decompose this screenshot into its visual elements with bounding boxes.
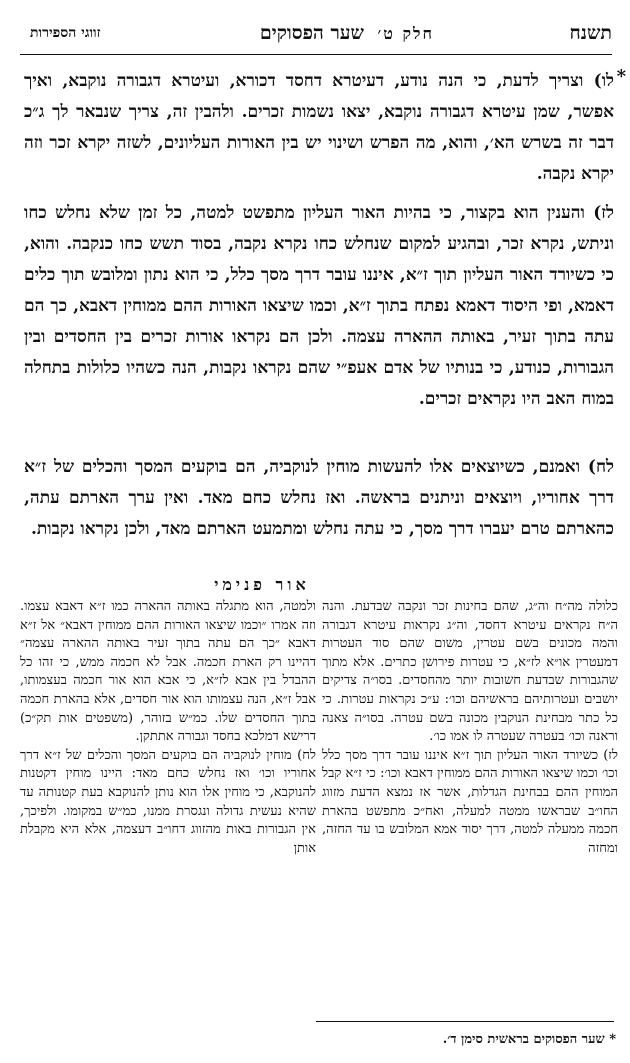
commentary-right-para-1: כלולה מה״ח וה״ג, שהם בחינות זכר ונקבה שבדעת. והנה ה״ח נקראים עיטרא דחסד, וה״ג נקראות עיטרא דגבורה והמה מכונים בשם עטרין, משום שהם סוד העטרות דמעטרין או״א לז״א, כי עטרות פירושן כתרים. אלא מתוך שהגבורות שבדעת חשובות יותר מהחסדים. בסו״ה צדיקים יושבים ועטרותיהם בראשיהם וכו׳: ע״כ נקראות עטרות. כי כל כתר מבחינת הנוקבין מכונה בשם עטרה. בסו״ה צאנה וראנה וכו׳ בעטרה שעטרה לו אמו כו׳. <box>322 599 618 745</box>
part-label: חלק ט׳ <box>377 24 434 43</box>
page-header <box>30 22 612 52</box>
header-rule <box>20 54 612 55</box>
paragraph-38: לח) ואמנם, כשיוצאים אלו להעשות מוחין לנוקביה, הם בוקעים המסך והכלים של ז״א דרך אחוריו, ויוצאים וניתנים בראשה. ואז נחלש כחם מאד. ואין ערך הארתם עתה, כהארתם טרם יעברו דרך מסך, כי עתה נחלש ומתמעט הארתם מאד, ולכן נקראו נקבות. <box>24 457 614 539</box>
footnote: * שער הפסוקים בראשית סימן ד׳. <box>442 1032 616 1047</box>
subject-title: זווגי הספירות <box>30 25 101 41</box>
commentary-left-para-1: ולמטה, הוא מתגלה באותה ההארה כמו ז״א דאבא עצמו. וזה אמרו ״וכמו שיצאו האורות ההם ממוחין דאבא״ אל ז״א דאבא ״כך הם עתה בתוך זעיר באותה ההארה עצמה״ דהיינו רק הארת חכמה. אבל לא חכמה ממש, כי זהו כל ההבדל בין אבא לז״א, כי אבא הוא אור חכמה בעצמותו, אבל ז״א, הנה עצמותו הוא אור חסדים, אלא בהארת חכמה בתוך החסדים שלו. כמ״ש בזוהר, (משפטים אות תק״כ) דרישא דמלכא בחסד וגבורה אתתקן. <box>20 599 316 745</box>
paragraph-36: לו) וצריך לדעת, כי הנה נודע, דעיטרא דחסד דכורא, ועיטרא דגבורה נוקבא, ואיך אפשר, שמן עיטרא דגבורה נוקבא, יצאו נשמות זכרים. ולהבין זה, צריך שנבאר לך ג״כ דבר זה בשרש הא׳, והוא, מה הפרש ושינוי יש בין האורות העליונים, לשזה יקרא זכר וזה יקרא נקבה. <box>24 71 614 184</box>
commentary-left-column <box>20 598 316 1008</box>
commentary-title: אור פנימי <box>214 575 310 594</box>
commentary-right-para-2: לז) כשיורד האור העליון תוך ז״א איננו עובר דרך מסך כלל וכו׳ וכמו שיצאו האורות ההם ממוחין דאבא וכו׳: כי ז״א קבל המוחין ההם בבחינת הגדלות, אשר אז נמצא הדעת מזווג החו״ב שבראשו ממטה למעלה, ואח״כ מתפשט בהארת חכמה ממעלה למטה, דרך יסוד אמא המלובש בו עד החזה, ומחזה <box>322 747 618 856</box>
page-number: תשנח <box>569 22 612 44</box>
footnote-rule <box>316 1021 614 1022</box>
footnote-marker: * <box>616 66 626 87</box>
gate-title: שער הפסוקים <box>259 22 364 44</box>
commentary-left-para-2: לח) מוחין לנוקביה הם בוקעים המסך והכלים של ז״א דרך אחוריו וכו׳ ואז נחלש כחם מאד: היינו מוחין דקטנות להנוקבא, כי מוחין אלו הוא נותן להנוקבא בעת קטנותה עד שהיא נעשית גדולה ונגסרת ממנו, כמ״ש במקומו. ולפיכך, אין הגבורות באות מהזווג דחו״ב דעצמה, אלא היא מקבלת אותן <box>20 747 316 856</box>
commentary-right-column <box>322 598 618 1008</box>
paragraph-37: לז) והענין הוא בקצור, כי בהיות האור העליון מתפשט למטה, כל זמן שלא נחלש כחו וניתש, נקרא זכר, ובהגיע למקום שנחלש כחו נקרא נקבה, בסוד תשש כחו כנקבה. והוא, כי כשיורד האור העליון תוך ז״א, איננו עובר דרך מסך כלל, כי הוא נתון ומלובש תוך כלים דאמא, ופי היסוד דאמא נפתח בתוך ז״א, וכמו שיצאו האורות ההם ממוחין דאבא, כך הם עתה בתוך זעיר, באותה ההארה עצמה. ולכן הם נקראו אורות זכרים בין החסדים ובין הגבורות, כנודע, כי בנותיו של אדם אעפ״י שהם נקראו נקבות, הנה כשהיו כלולות בתחלה במוח האב היו נקראים זכרים. <box>24 203 614 409</box>
